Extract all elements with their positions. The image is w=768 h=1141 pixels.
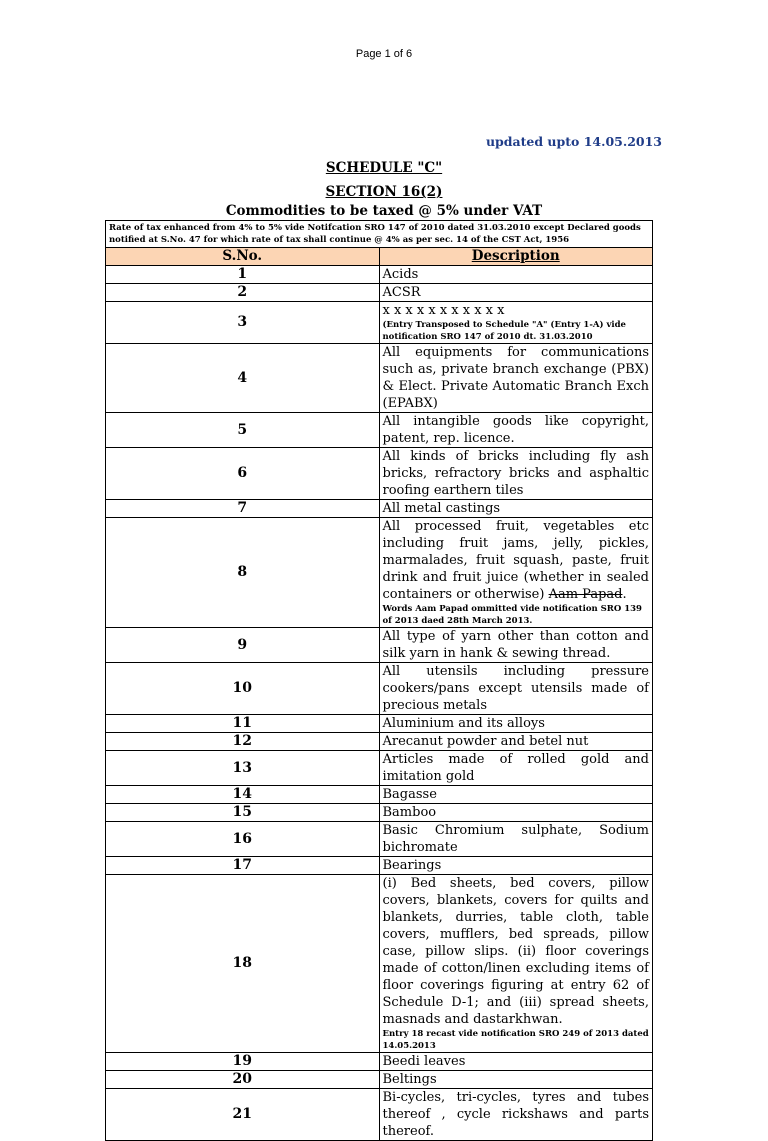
row-number: 18 (106, 875, 380, 1053)
row-text: All utensils including pressure cookers/pans except utensils made of precious metals (382, 664, 649, 713)
row-text-tail: . (622, 587, 627, 602)
row-number: 13 (106, 751, 380, 786)
row-text: All metal castings (382, 501, 501, 516)
row-number: 20 (106, 1071, 380, 1089)
row-text: Beltings (382, 1072, 437, 1087)
row-text: (i) Bed sheets, bed covers, pillow covers, blankets, covers for quilts and blankets, durries, table cloth, table covers, mufflers, bed spreads, pillow case, pillow slips. (ii) floor coverings made of cotton/linen excluding items of floor coverings figuring at entry 62 of Schedule D-1; and (iii) spread sheets, masnads and dastarkhwan. (382, 876, 649, 1027)
sno-header: S.No. (106, 248, 380, 266)
row-number: 21 (106, 1089, 380, 1141)
row-number: 14 (106, 786, 380, 804)
row-number: 17 (106, 857, 380, 875)
row-description (379, 413, 653, 448)
row-text: Aluminium and its alloys (382, 716, 545, 731)
row-text: Bearings (382, 858, 442, 873)
row-description (379, 822, 653, 857)
row-text: All kinds of bricks including fly ash bricks, refractory bricks and asphaltic roofing earthern tiles (382, 449, 649, 498)
table-row (106, 500, 653, 518)
table-row (106, 715, 653, 733)
row-description (379, 751, 653, 786)
description-header: Description (379, 248, 653, 266)
row-footnote: Entry 18 recast vide notification SRO 249 of 2013 dated 14.05.2013 (382, 1029, 649, 1051)
row-number: 4 (106, 344, 380, 413)
note-row (106, 221, 653, 248)
row-description (379, 1089, 653, 1141)
row-text: Bi-cycles, tri-cycles, tyres and tubes thereof , cycle rickshaws and parts thereof. (382, 1090, 649, 1139)
commodities-title: Commodities to be taxed @ 5% under VAT (225, 203, 543, 219)
row-text: All intangible goods like copyright, patent, rep. licence. (382, 414, 649, 446)
table-row (106, 518, 653, 628)
row-description (379, 804, 653, 822)
row-description (379, 715, 653, 733)
row-number: 8 (106, 518, 380, 628)
row-number: 7 (106, 500, 380, 518)
row-number: 2 (106, 284, 380, 302)
row-number: 19 (106, 1053, 380, 1071)
row-text: ACSR (382, 285, 421, 300)
row-number: 15 (106, 804, 380, 822)
row-number: 1 (106, 266, 380, 284)
row-number: 6 (106, 448, 380, 500)
row-text: Arecanut powder and betel nut (382, 734, 589, 749)
table-row (106, 284, 653, 302)
header-row (106, 248, 653, 266)
updated-date: updated upto 14.05.2013 (485, 134, 662, 149)
table-row (106, 266, 653, 284)
row-number: 12 (106, 733, 380, 751)
table-row (106, 822, 653, 857)
table-row (106, 751, 653, 786)
table-row (106, 413, 653, 448)
row-text: All equipments for communications such as, private branch exchange (PBX) & Elect. Private Automatic Branch Exch (EPABX) (382, 345, 649, 411)
row-description (379, 1053, 653, 1071)
row-footnote: (Entry Transposed to Schedule "A" (Entry 1-A) vide notification SRO 147 of 2010 dt. 31.03.2010 (382, 320, 626, 342)
row-description (379, 875, 653, 1053)
table-row (106, 302, 653, 344)
table-row (106, 1071, 653, 1089)
row-text: Acids (382, 267, 419, 282)
row-text: Articles made of rolled gold and imitation gold (382, 752, 649, 784)
rate-note: Rate of tax enhanced from 4% to 5% vide Notifcation SRO 147 of 2010 dated 31.03.2010 except Declared goods notified at S.No. 47 for which rate of tax shall continue @ 4% as per sec. 14 of the CST Act, 1956 (106, 221, 653, 248)
page-number: Page 1 of 6 (355, 48, 413, 60)
table-row (106, 786, 653, 804)
row-description (379, 302, 653, 344)
row-description (379, 733, 653, 751)
table-row (106, 1053, 653, 1071)
table-row (106, 733, 653, 751)
row-description (379, 518, 653, 628)
row-text: x x x x x x x x x x x (382, 303, 505, 318)
table-row (106, 875, 653, 1053)
row-description (379, 500, 653, 518)
row-description (379, 1071, 653, 1089)
row-description (379, 266, 653, 284)
row-footnote: Words Aam Papad ommitted vide notification SRO 139 of 2013 daed 28th March 2013. (382, 604, 642, 626)
row-description (379, 857, 653, 875)
row-text: All processed fruit, vegetables etc including fruit jams, jelly, pickles, marmalades, fruit squash, paste, fruit drink and fruit juice (whether in sealed containers or otherwise) (382, 519, 649, 602)
row-description (379, 284, 653, 302)
table-row (106, 1089, 653, 1141)
row-description (379, 663, 653, 715)
table-row (106, 344, 653, 413)
row-number: 9 (106, 628, 380, 663)
table-row (106, 628, 653, 663)
table-row (106, 448, 653, 500)
table-row (106, 857, 653, 875)
schedule-table (105, 220, 653, 1141)
table-row (106, 663, 653, 715)
row-description (379, 628, 653, 663)
section-title: SECTION 16(2) (325, 184, 443, 200)
row-text: Bamboo (382, 805, 437, 820)
row-number: 16 (106, 822, 380, 857)
row-text: Beedi leaves (382, 1054, 466, 1069)
row-description (379, 448, 653, 500)
table-row (106, 804, 653, 822)
row-number: 5 (106, 413, 380, 448)
row-description (379, 786, 653, 804)
schedule-title: SCHEDULE "C" (325, 160, 443, 176)
row-number: 3 (106, 302, 380, 344)
row-text: Bagasse (382, 787, 437, 802)
row-text: All type of yarn other than cotton and silk yarn in hank & sewing thread. (382, 629, 649, 661)
struck-text: Aam Papad (548, 587, 623, 602)
row-number: 11 (106, 715, 380, 733)
row-text: Basic Chromium sulphate, Sodium bichromate (382, 823, 649, 855)
row-number: 10 (106, 663, 380, 715)
row-description (379, 344, 653, 413)
